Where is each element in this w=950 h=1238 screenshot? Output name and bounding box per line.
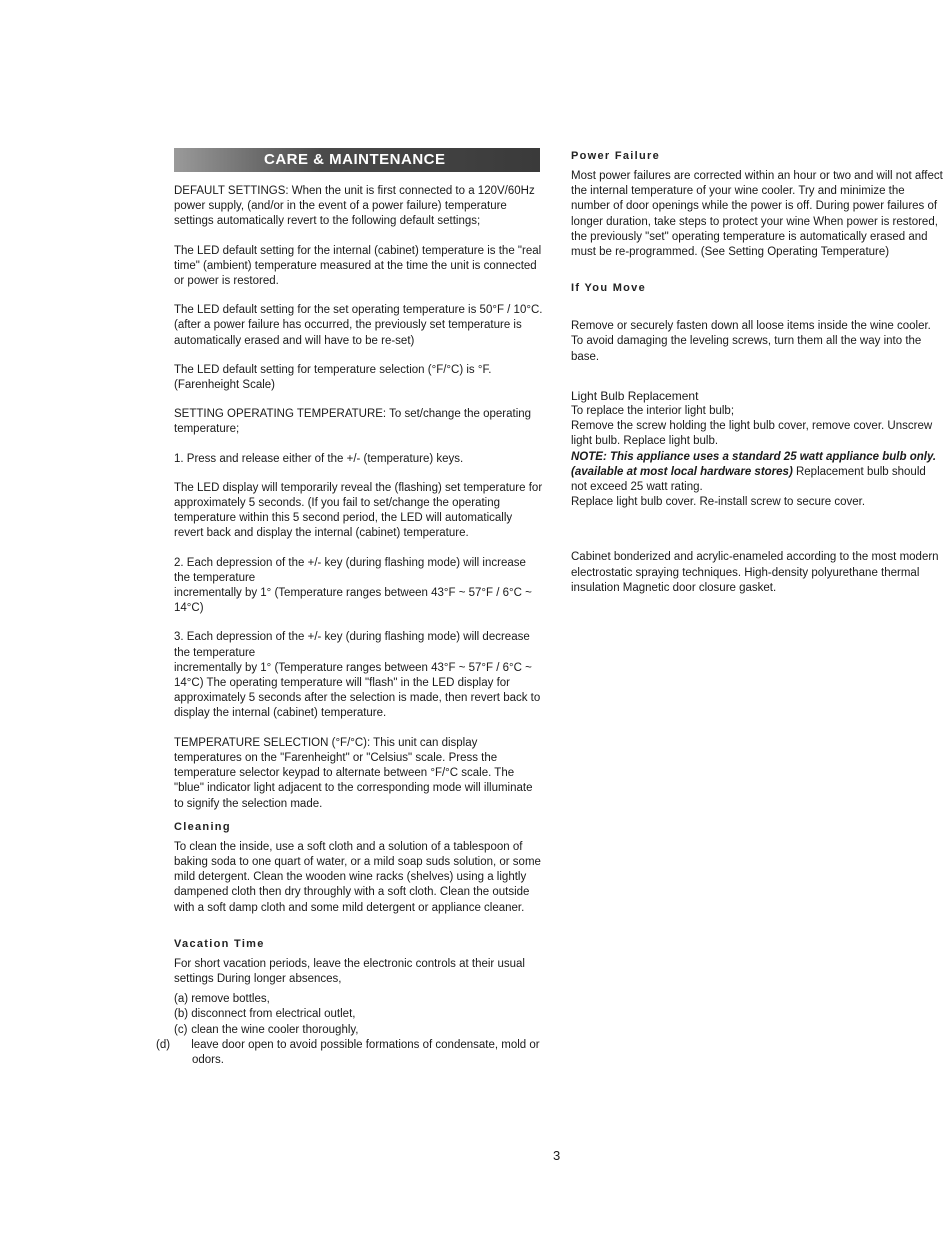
- cleaning-heading: Cleaning: [174, 820, 231, 833]
- led-display-paragraph: The LED display will temporarily reveal the (flashing) set temperature for approximately 5 seconds. (If you fail to set/change the operating temperature within this 5 second period, the LED will automatically revert back and display the internal (cabinet) temperature.: [174, 481, 543, 540]
- bulb-note-text: NOTE: This appliance uses a standard 25 watt appliance bulb only. (available at most local hardware stores): [571, 450, 937, 478]
- page-number: 3: [553, 1148, 561, 1163]
- bulb-note: [571, 450, 943, 496]
- setting-operating-temp-paragraph: SETTING OPERATING TEMPERATURE: To set/change the operating temperature;: [174, 408, 532, 436]
- right-column: [571, 150, 943, 596]
- led-operating-paragraph: The LED default setting for the set operating temperature is 50°F / 10°C. (after a power failure has occurred, the previously set temperature is automatically erased and will have to be re-set): [174, 304, 543, 347]
- temperature-selection-paragraph: TEMPERATURE SELECTION (°F/°C): This unit can display temperatures on the "Farenheight" or "Celsius" scale. Press the temperature selector keypad to alternate between °F/°C scale. The "blue" indicator light adjacent to the corresponding mode will illuminate to signify the selection made.: [174, 736, 533, 810]
- list-item: (a) remove bottles,: [174, 993, 270, 1006]
- bulb-note-tail: Replacement bulb should not exceed 25 watt rating.: [571, 465, 926, 494]
- vacation-heading: Vacation Time: [174, 937, 265, 950]
- list-item: (d) leave door open to avoid possible formations of condensate, mold or odors.: [156, 1038, 540, 1066]
- bulb-line-1: To replace the interior light bulb;: [571, 405, 735, 418]
- vacation-paragraph: For short vacation periods, leave the electronic controls at their usual settings During longer absences,: [174, 957, 525, 985]
- cleaning-paragraph: To clean the inside, use a soft cloth and a solution of a tablespoon of baking soda to one quart of water, or a mild soap suds solution, or some mild detergent. Clean the wooden wine racks (shelves) using a lightly dampened cloth then dry throughly with a soft cloth. Clean the outside with a soft damp cloth and some mild detergent or appliance cleaner.: [174, 840, 541, 914]
- step-2-detail: incrementally by 1° (Temperature ranges between 43°F ~ 57°F / 6°C ~ 14°C): [174, 587, 532, 615]
- power-failure-paragraph: Most power failures are corrected within an hour or two and will not affect the internal temperature of your wine cooler. Try and minimize the number of door openings while the power is off. During power failures of longer duration, take steps to protect your wine When power is restored, the previously "set" operating temperature is automatically erased and must be re-programmed. (See Setting Operating Temperature): [571, 170, 943, 259]
- bulb-line-2: Remove the screw holding the light bulb cover, remove cover. Unscrew light bulb. Replace light bulb.: [571, 420, 933, 448]
- cabinet-paragraph: Cabinet bonderized and acrylic-enameled according to the most modern electrostatic spraying techniques. High-density polyurethane thermal insulation Magnetic door closure gasket.: [571, 551, 939, 594]
- left-column: [156, 150, 544, 1068]
- step-3: 3. Each depression of the +/- key (during flashing mode) will decrease the temperature: [174, 631, 530, 659]
- step-2: 2. Each depression of the +/- key (during flashing mode) will increase the temperature: [174, 556, 526, 584]
- step-1: 1. Press and release either of the +/- (temperature) keys.: [174, 452, 464, 465]
- list-item: (c) clean the wine cooler thoroughly,: [174, 1023, 359, 1036]
- led-scale-paragraph: The LED default setting for temperature selection (°F/°C) is °F. (Farenheight Scale): [174, 363, 492, 392]
- led-ambient-paragraph: The LED default setting for the internal (cabinet) temperature is the "real time" (ambient) temperature measured at the time the unit is connected or power is restored.: [174, 244, 542, 288]
- if-you-move-heading: If You Move: [571, 282, 647, 295]
- care-maintenance-banner: CARE & MAINTENANCE: [174, 148, 540, 172]
- bulb-line-3: Replace light bulb cover. Re-install screw to secure cover.: [571, 496, 866, 509]
- step-3-detail: incrementally by 1° (Temperature ranges between 43°F ~ 57°F / 6°C ~ 14°C) The operating temperature will "flash" in the LED display for approximately 5 seconds after the selection is made, then revert back to display the internal (cabinet) temperature.: [174, 661, 541, 720]
- if-you-move-paragraph: Remove or securely fasten down all loose items inside the wine cooler. To avoid damaging the leveling screws, turn them all the way into the base.: [571, 320, 931, 363]
- light-bulb-heading: Light Bulb Replacement: [571, 388, 699, 403]
- power-failure-heading: Power Failure: [571, 150, 661, 162]
- default-settings-paragraph: DEFAULT SETTINGS: When the unit is first connected to a 120V/60Hz power supply, (and/or in the event of a power failure) temperature settings automatically revert to the following default settings;: [174, 185, 535, 228]
- list-item: (b) disconnect from electrical outlet,: [174, 1008, 356, 1021]
- vacation-list: [156, 992, 544, 1068]
